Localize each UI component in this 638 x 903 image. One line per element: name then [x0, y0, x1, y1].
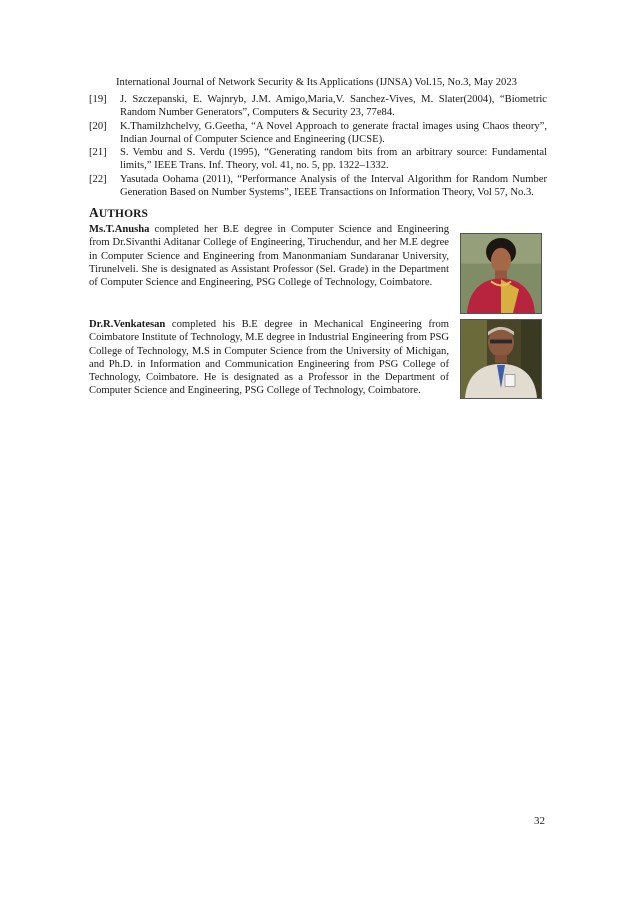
- author-photo-anusha: [460, 233, 542, 314]
- author-photo-venkatesan: [460, 319, 542, 399]
- author-bio-text: completed his B.E degree in Mechanical Engineering from Coimbatore Institute of Technology, M.E degree in Industrial Engineering from PSG College of Technology, M.S in Computer Science from the University of Michigan, and Ph.D. in Information and Communication Engineering from PSG College of Technology, Coimbatore. He is designated as a Professor in the Department of Computer Science and Engineering, PSG College of Technology, Coimbatore.: [89, 319, 449, 397]
- reference-item: [89, 146, 547, 172]
- reference-text: K.Thamilzhchelvy, G.Geetha, “A Novel Approach to generate fractal images using Chaos theory”, Indian Journal of Computer Science and Engineering (IJCSE).: [120, 120, 547, 145]
- author-name: Dr.R.Venkatesan: [89, 319, 166, 330]
- portrait-image: [461, 234, 541, 313]
- authors-heading: [89, 205, 148, 221]
- reference-number: [21]: [89, 147, 107, 159]
- reference-item: [89, 93, 547, 119]
- authors-heading-rest: UTHORS: [98, 208, 149, 220]
- page-number: 32: [534, 815, 545, 827]
- author-name: Ms.T.Anusha: [89, 224, 150, 235]
- reference-text: S. Vembu and S. Verdu (1995), “Generating random bits from an arbitrary source: Fundamental limits,” IEEE Trans. Inf. Theory, vol. 41, no. 5, pp. 1322–1332.: [120, 147, 547, 172]
- reference-text: Yasutada Oohama (2011), “Performance Analysis of the Interval Algorithm for Random Number Generation Based on Number Systems”, IEEE Transactions on Information Theory, Vol 57, No.3.: [120, 173, 547, 198]
- reference-number: [22]: [89, 173, 107, 185]
- reference-number: [20]: [89, 120, 107, 132]
- reference-item: [89, 120, 547, 146]
- author-bio-anusha: [89, 223, 449, 289]
- reference-list: [89, 93, 547, 199]
- portrait-image: [461, 320, 541, 398]
- authors-heading-initial: A: [89, 205, 99, 220]
- reference-number: [19]: [89, 94, 107, 105]
- reference-text: J. Szczepanski, E. Wajnryb, J.M. Amigo,Maria,V. Sanchez-Vives, M. Slater(2004), “Biometric Random Number Generators”, Computers & Security 23, 77e84.: [120, 94, 547, 119]
- author-bio-venkatesan: [89, 318, 449, 398]
- running-header: International Journal of Network Security & Its Applications (IJNSA) Vol.15, No.3, May 2023: [116, 77, 517, 88]
- author-bio-text: completed her B.E degree in Computer Science and Engineering from Dr.Sivanthi Aditanar College of Engineering, Tiruchendur, and her M.E degree in Computer Science and Engineering from Manonmaniam Sundaranar University, Tirunelveli. She is designated as Assistant Professor (Sel. Grade) in the Department of Computer Science and Engineering, PSG College of Technology, Coimbatore.: [89, 224, 449, 289]
- reference-item: [89, 173, 547, 199]
